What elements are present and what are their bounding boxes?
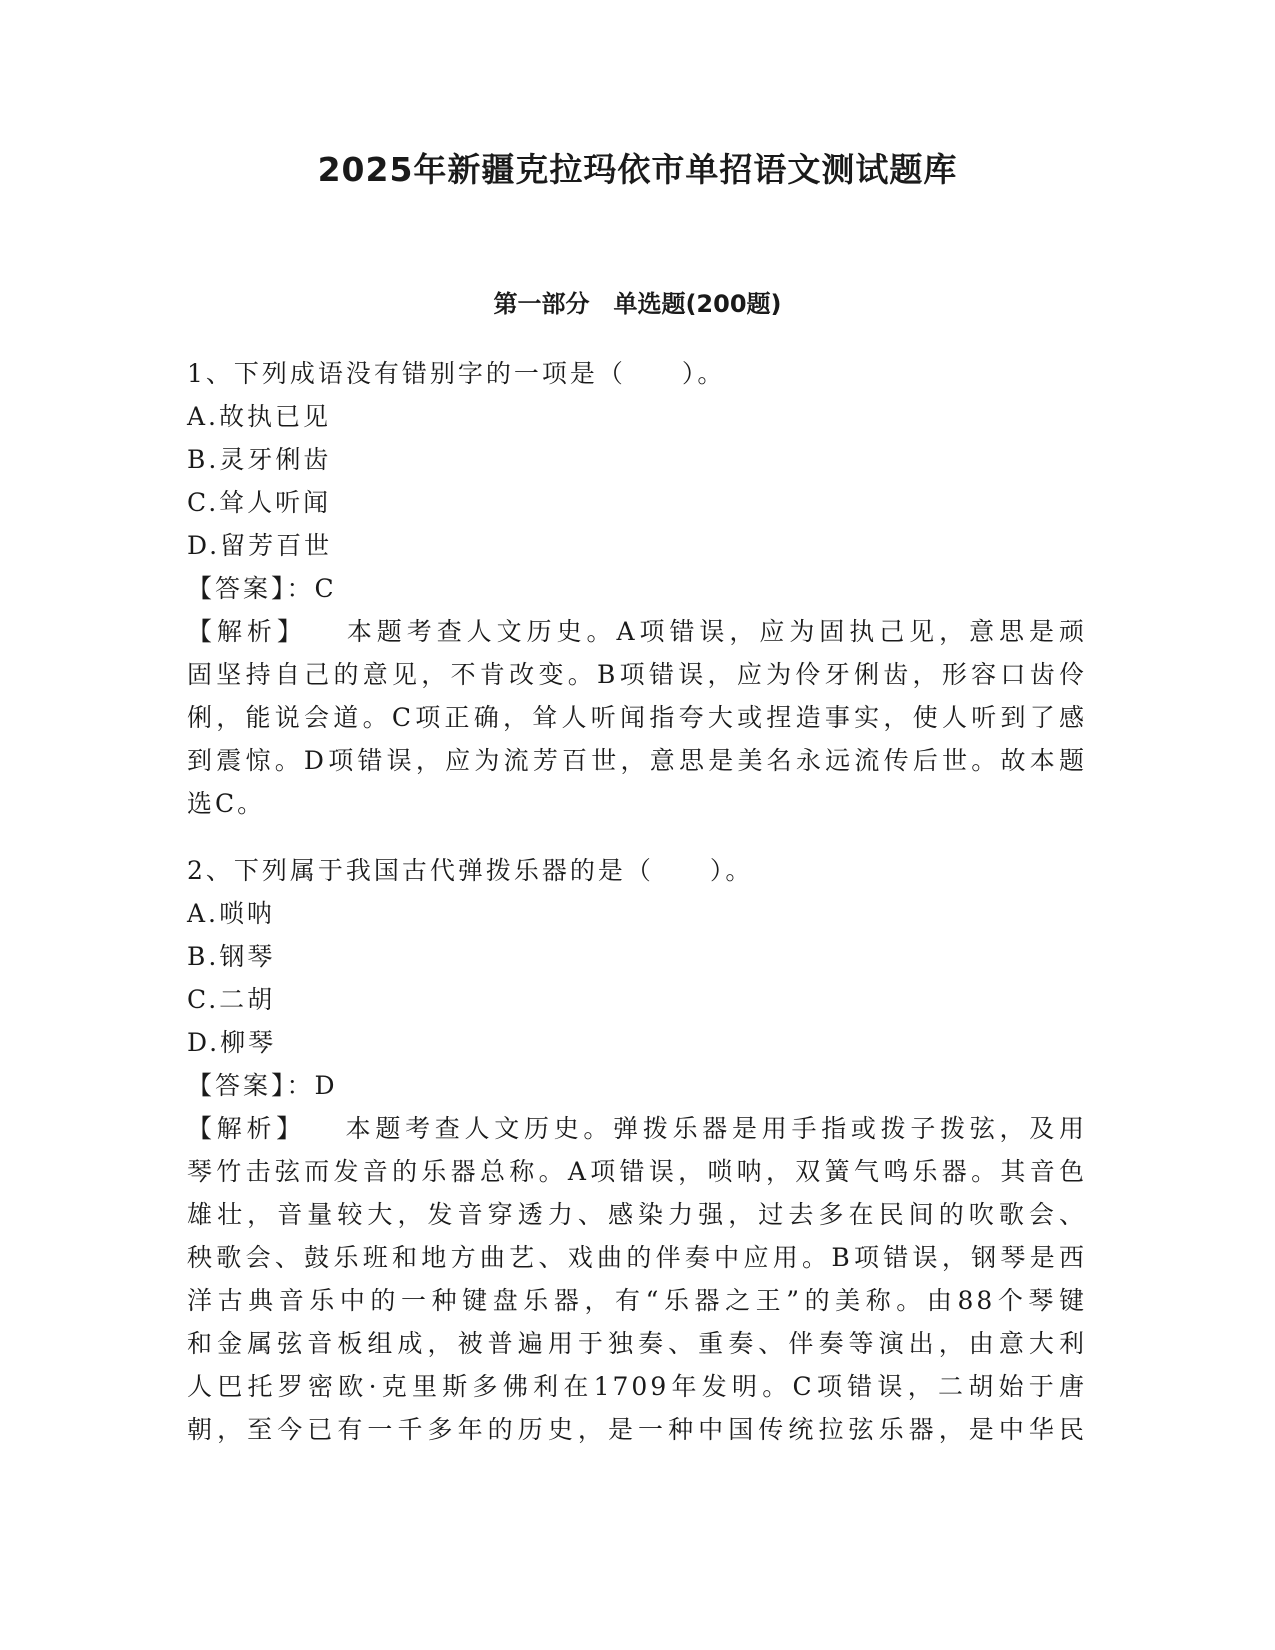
section-title: 第一部分 单选题(200题) <box>493 290 782 318</box>
document-title: 2025年新疆克拉玛依市单招语文测试题库 <box>317 150 958 189</box>
option-a: A.故执已见 <box>187 402 332 431</box>
question-stem: 2、下列属于我国古代弹拨乐器的是（ ）。 <box>187 856 754 885</box>
answer-line <box>187 567 1087 610</box>
answer-label: 【答案】： <box>187 574 315 603</box>
analysis-line: 朝，至今已有一千多年的历史，是一种中国传统拉弦乐器，是中华民 <box>187 1415 1087 1444</box>
analysis-line: 琴竹击弦而发音的乐器总称。A项错误，唢呐，双簧气鸣乐器。其音色 <box>187 1157 1087 1186</box>
option-a: A.唢呐 <box>187 899 276 928</box>
analysis-label: 【解析】 <box>187 617 307 646</box>
question-list <box>187 352 1087 1475</box>
analysis-line: 雄壮，音量较大，发音穿透力、感染力强，过去多在民间的吹歌会、 <box>187 1200 1087 1229</box>
analysis-line: 秧歌会、鼓乐班和地方曲艺、戏曲的伴奏中应用。B项错误，钢琴是西 <box>187 1243 1087 1272</box>
analysis-line: 选C。 <box>187 789 266 818</box>
analysis-text: 本题考查人文历史。A项错误，应为固执己见，意思是顽 <box>344 617 1087 646</box>
question-stem: 1、下列成语没有错别字的一项是（ ）。 <box>187 359 726 388</box>
question-2 <box>187 849 1087 1451</box>
analysis-line: 洋古典音乐中的一种键盘乐器，有“乐器之王”的美称。由88个琴键 <box>187 1286 1087 1315</box>
analysis-line: 和金属弦音板组成，被普遍用于独奏、重奏、伴奏等演出，由意大利 <box>187 1329 1087 1358</box>
analysis-line: 到震惊。D项错误，应为流芳百世，意思是美名永远流传后世。故本题 <box>187 746 1087 775</box>
analysis-line <box>187 610 1087 653</box>
option-d: D.留芳百世 <box>187 531 333 560</box>
answer-label: 【答案】： <box>187 1071 315 1100</box>
option-c: C.耸人听闻 <box>187 488 332 517</box>
option-b: B.钢琴 <box>187 942 276 971</box>
analysis-text: 本题考查人文历史。弹拨乐器是用手指或拨子拨弦，及用 <box>343 1114 1087 1143</box>
analysis-label: 【解析】 <box>187 1114 306 1143</box>
analysis-line: 固坚持自己的意见，不肯改变。B项错误，应为伶牙俐齿，形容口齿伶 <box>187 660 1087 689</box>
option-d: D.柳琴 <box>187 1028 277 1057</box>
analysis-line: 俐，能说会道。C项正确，耸人听闻指夸大或捏造事实，使人听到了感 <box>187 703 1087 732</box>
answer-value: C <box>314 574 337 603</box>
option-b: B.灵牙俐齿 <box>187 445 332 474</box>
analysis-line <box>187 1107 1087 1150</box>
option-c: C.二胡 <box>187 985 276 1014</box>
answer-line <box>187 1064 1087 1107</box>
answer-value: D <box>314 1071 338 1100</box>
analysis-line: 人巴托罗密欧·克里斯多佛利在1709年发明。C项错误，二胡始于唐 <box>187 1372 1087 1401</box>
question-1 <box>187 352 1087 825</box>
